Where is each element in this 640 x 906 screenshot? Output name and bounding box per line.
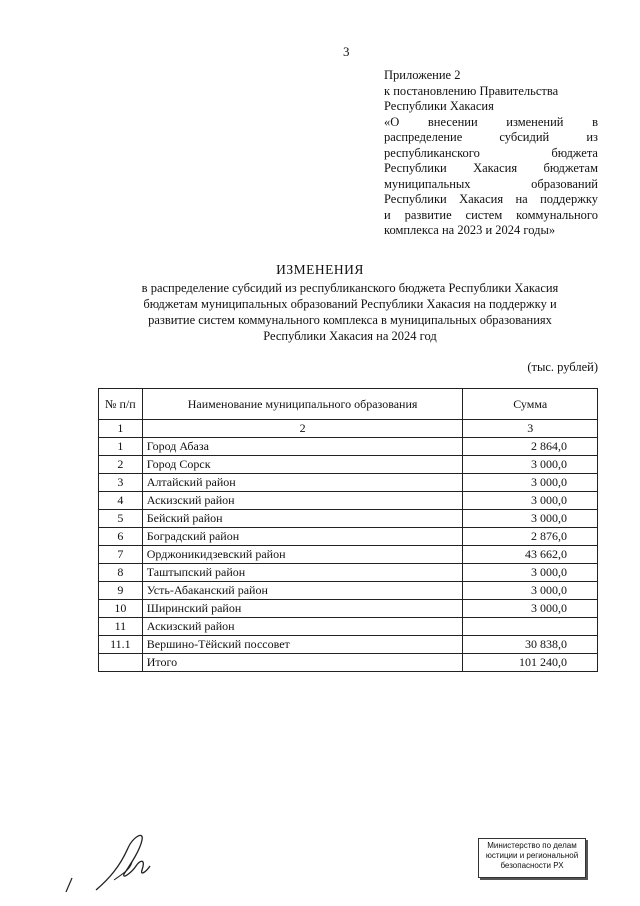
row-sum: 3 000,0 [463, 456, 598, 474]
row-number [99, 654, 143, 672]
table-row [99, 600, 598, 618]
row-sum: 3 000,0 [463, 600, 598, 618]
row-number: 4 [99, 492, 143, 510]
row-sum: 2 864,0 [463, 438, 598, 456]
subtitle-line: в распределение субсидий из республиканского бюджета Республики Хакасия [141, 281, 559, 295]
index-cell: 3 [463, 420, 598, 438]
row-name: Вершино-Тёйский поссовет [142, 636, 463, 654]
row-number: 3 [99, 474, 143, 492]
subsidy-table [98, 388, 598, 672]
subtitle-line: Республики Хакасия на 2024 год [263, 329, 437, 343]
row-sum: 101 240,0 [463, 654, 598, 672]
row-sum: 3 000,0 [463, 474, 598, 492]
row-number: 9 [99, 582, 143, 600]
table-row [99, 546, 598, 564]
row-number: 6 [99, 528, 143, 546]
header-number: № п/п [99, 389, 143, 420]
appendix-line: Приложение 2 [384, 68, 461, 82]
row-number: 10 [99, 600, 143, 618]
row-sum: 3 000,0 [463, 582, 598, 600]
appendix-line: Республики Хакасия [384, 99, 494, 113]
row-number: 11.1 [99, 636, 143, 654]
table-header-row [99, 389, 598, 420]
subtitle-line: развитие систем коммунального комплекса в муниципальных образованиях [148, 313, 552, 327]
row-sum: 43 662,0 [463, 546, 598, 564]
row-name: Таштыпский район [142, 564, 463, 582]
signature [62, 826, 172, 896]
table-row [99, 618, 598, 636]
subtitle-line: бюджетам муниципальных образований Республики Хакасия на поддержку и [143, 297, 557, 311]
table-row [99, 654, 598, 672]
row-name: Бейский район [142, 510, 463, 528]
table-row [99, 474, 598, 492]
appendix-header [384, 68, 598, 239]
table-row [99, 582, 598, 600]
appendix-line: муниципальных образований [384, 176, 598, 191]
document-subtitle [100, 280, 600, 344]
row-name: Усть-Абаканский район [142, 582, 463, 600]
row-number: 7 [99, 546, 143, 564]
row-sum: 2 876,0 [463, 528, 598, 546]
table-row [99, 564, 598, 582]
header-name: Наименование муниципального образования [142, 389, 463, 420]
stamp-line: безопасности РХ [500, 861, 564, 870]
row-sum: 3 000,0 [463, 564, 598, 582]
stamp-line: Министерство по делам [487, 841, 577, 850]
appendix-line: Республики Хакасия на поддержку [384, 192, 598, 206]
row-number: 5 [99, 510, 143, 528]
ministry-stamp [478, 838, 586, 878]
row-name: Город Абаза [142, 438, 463, 456]
table-row [99, 636, 598, 654]
row-number: 2 [99, 456, 143, 474]
row-number: 1 [99, 438, 143, 456]
appendix-line: Республики Хакасия бюджетам [384, 161, 598, 175]
table-row [99, 438, 598, 456]
document-title: ИЗМЕНЕНИЯ [276, 262, 364, 277]
page-number: 3 [343, 44, 350, 59]
table-index-row [99, 420, 598, 438]
row-name: Алтайский район [142, 474, 463, 492]
stamp-line: юстиции и региональной [485, 851, 579, 860]
table-row [99, 456, 598, 474]
row-sum: 3 000,0 [463, 510, 598, 528]
units-label: (тыс. рублей) [527, 360, 598, 374]
appendix-line: комплекса на 2023 и 2024 годы» [384, 223, 556, 237]
table-row [99, 492, 598, 510]
index-cell: 2 [142, 420, 463, 438]
row-sum [463, 618, 598, 636]
appendix-line: республиканского бюджета [384, 145, 598, 160]
row-sum: 3 000,0 [463, 492, 598, 510]
row-name: Аскизский район [142, 492, 463, 510]
appendix-line: распределение субсидий из [384, 130, 598, 144]
appendix-line: «О внесении изменений в [384, 114, 598, 129]
row-number: 11 [99, 618, 143, 636]
table-row [99, 528, 598, 546]
row-name: Город Сорск [142, 456, 463, 474]
row-name: Боградский район [142, 528, 463, 546]
row-name: Аскизский район [142, 618, 463, 636]
index-cell: 1 [99, 420, 143, 438]
row-name: Итого [142, 654, 463, 672]
row-sum: 30 838,0 [463, 636, 598, 654]
row-name: Ширинский район [142, 600, 463, 618]
table-row [99, 510, 598, 528]
row-name: Орджоникидзевский район [142, 546, 463, 564]
appendix-line: и развитие систем коммунального [384, 207, 598, 222]
row-number: 8 [99, 564, 143, 582]
header-sum: Сумма [463, 389, 598, 420]
appendix-line: к постановлению Правительства [384, 83, 559, 98]
